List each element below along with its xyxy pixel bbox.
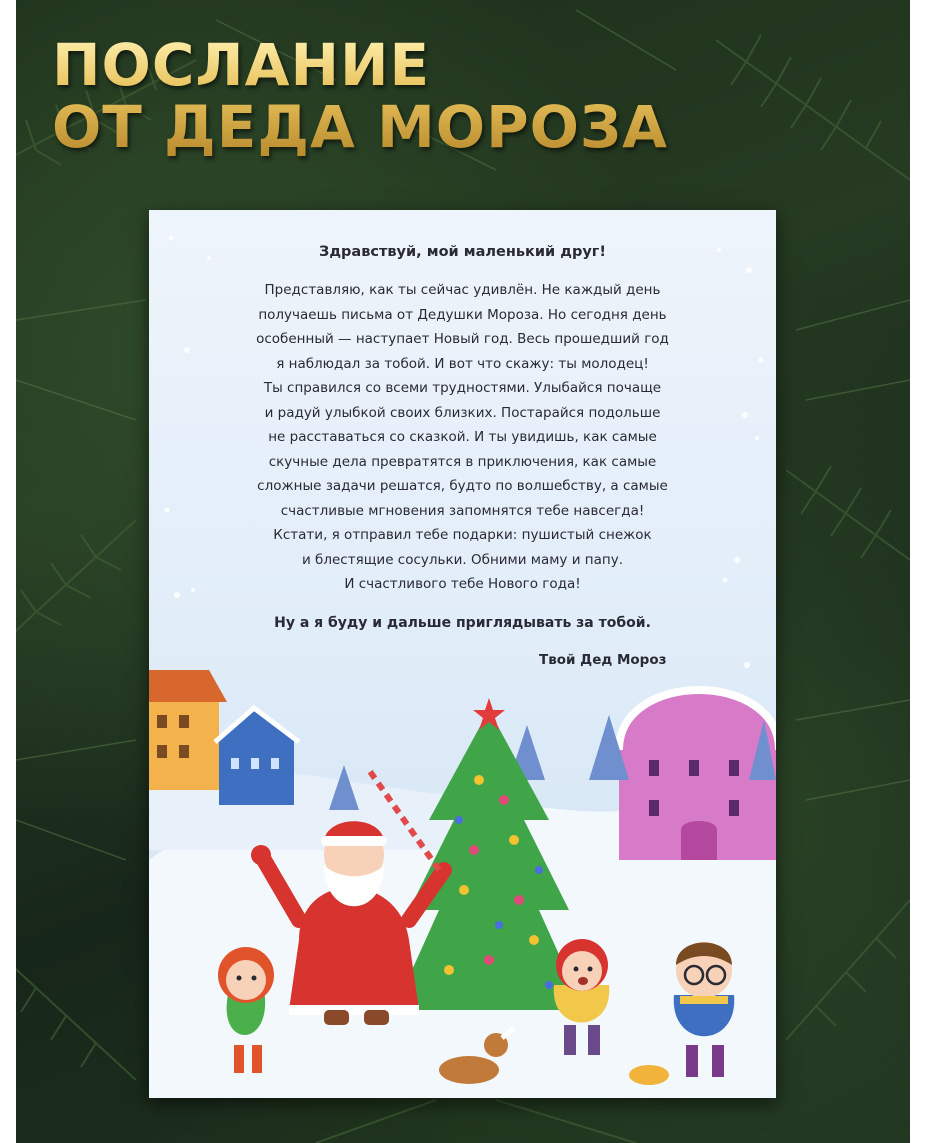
letter-body: Представляю, как ты сейчас удивлён. Не каждый день получаешь письма от Дедушки Мороза. Но сегодня день особенный — наступает Новый год. Весь прошедший год я наблюдал за тобой. И вот что скажу: ты молодец! Ты справился со всеми трудностями. Улыбайся почаще и радуй улыбкой своих близких. Постарайся подольше не расставаться со сказкой. И ты увидишь, как самые скучные дела превратятся в приключения, как самые сложные задачи решатся, будто по волшебству, а самые счастливые мгновения запомнятся тебе навсегда! Кстати, я отправил тебе подарки: пушистый снежок и блестящие сосульки. Обними маму и папу. И счастливого тебе Нового года! (256, 282, 669, 592)
letter-signature: Твой Дед Мороз (539, 652, 667, 668)
letter-greeting: Здравствуй, мой маленький друг! (319, 244, 606, 260)
letter-card (149, 210, 776, 1098)
house-orange (149, 670, 227, 790)
house-blue (215, 708, 299, 805)
letter-closing: Ну а я буду и дальше приглядывать за тобой. (274, 614, 651, 631)
letter-poster (16, 0, 910, 1143)
page-title (52, 31, 669, 161)
title-line-2: ОТ ДЕДА МОРОЗА (52, 93, 669, 161)
letter-text (189, 244, 736, 631)
title-line-1: ПОСЛАНИЕ (52, 31, 431, 99)
